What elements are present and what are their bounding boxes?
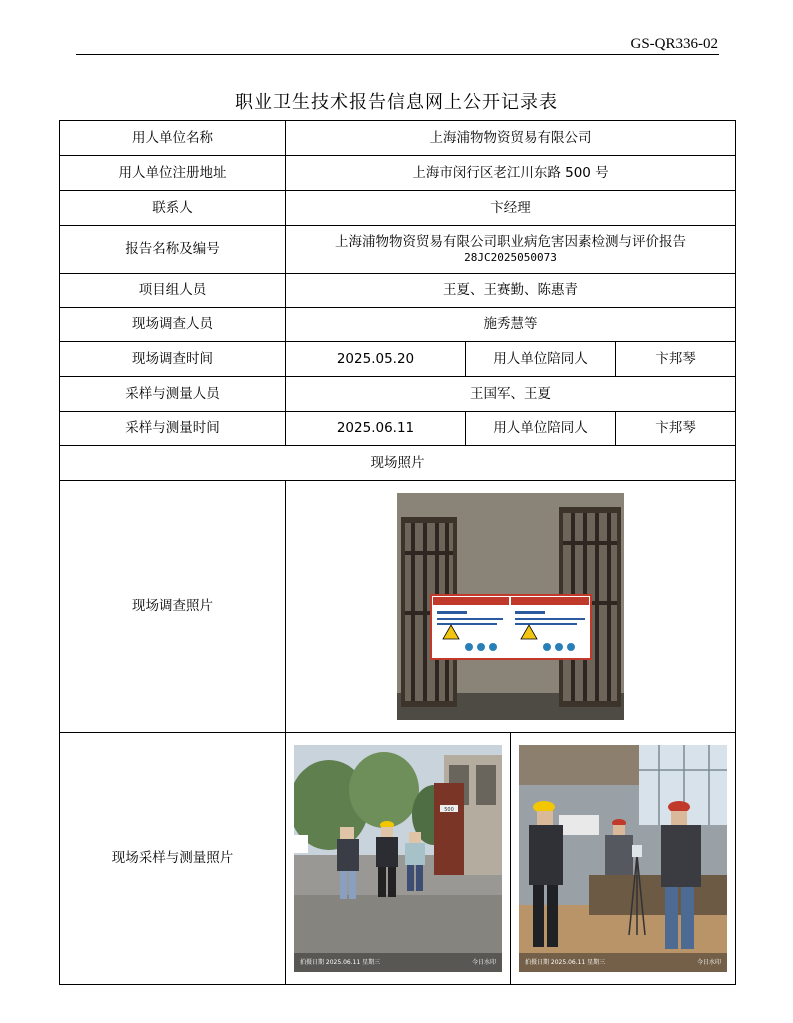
- table-row: [60, 156, 736, 191]
- sampling-staff-value: 王国军、王夏: [286, 377, 736, 412]
- row-label: 采样与测量人员: [60, 377, 286, 412]
- header-rule: [76, 54, 719, 55]
- table-row: [60, 191, 736, 226]
- companion-value: 卞邦琴: [616, 342, 736, 377]
- row-label: 现场调查照片: [60, 481, 286, 733]
- photo-date-caption: 拍摄日期 2025.06.11 星期三: [300, 958, 381, 966]
- document-number: GS-QR336-02: [630, 36, 718, 52]
- gate-number-sign: 500: [444, 807, 454, 813]
- team-value: 王夏、王赛勤、陈惠青: [286, 274, 736, 308]
- survey-staff-value: 施秀慧等: [286, 308, 736, 342]
- row-label: 现场采样与测量照片: [60, 733, 286, 985]
- table-row: [60, 412, 736, 446]
- contact-value: 卞经理: [286, 191, 736, 226]
- unit-name-value: 上海浦物物资贸易有限公司: [286, 121, 736, 156]
- companion-label: 用人单位陪同人: [466, 412, 616, 446]
- survey-date: 2025.05.20: [286, 342, 466, 377]
- outdoor-sampling-photo: [294, 745, 502, 972]
- left-photo-cell: [286, 733, 511, 984]
- table-row: [60, 226, 736, 274]
- row-label: 现场调查时间: [60, 342, 286, 377]
- table-row: [60, 377, 736, 412]
- row-label: 采样与测量时间: [60, 412, 286, 446]
- sampling-photos-cell: [286, 733, 736, 985]
- sampling-date: 2025.06.11: [286, 412, 466, 446]
- watermark-stamp: 今日水印: [471, 958, 496, 966]
- table-row: [60, 481, 736, 733]
- record-table: [59, 120, 736, 985]
- watermark-stamp: 今日水印: [696, 958, 721, 966]
- row-label: 用人单位名称: [60, 121, 286, 156]
- table-row: [60, 733, 736, 985]
- row-label: 项目组人员: [60, 274, 286, 308]
- outdoor-group-image: [294, 745, 502, 972]
- table-row: [60, 446, 736, 481]
- survey-photo-cell: [286, 481, 736, 733]
- report-name: 上海浦物物资贸易有限公司职业病危害因素检测与评价报告: [335, 233, 686, 250]
- page-title: 职业卫生技术报告信息网上公开记录表: [235, 92, 558, 113]
- photo-date-caption: 拍摄日期 2025.06.11 星期三: [525, 958, 606, 966]
- report-cell: [286, 226, 736, 274]
- companion-value: 卞邦琴: [616, 412, 736, 446]
- right-photo-cell: [511, 733, 735, 984]
- companion-label: 用人单位陪同人: [466, 342, 616, 377]
- row-label: 联系人: [60, 191, 286, 226]
- wall-notice-board-image: [397, 493, 624, 720]
- row-label: 用人单位注册地址: [60, 156, 286, 191]
- table-row: [60, 308, 736, 342]
- survey-photo: [397, 493, 624, 720]
- row-label: 现场调查人员: [60, 308, 286, 342]
- table-row: [60, 121, 736, 156]
- unit-address-value: 上海市闵行区老江川东路 500 号: [286, 156, 736, 191]
- sampling-photos: [286, 733, 735, 984]
- report-code: 28JC2025050073: [464, 251, 557, 265]
- row-label: 报告名称及编号: [60, 226, 286, 274]
- photos-header: 现场照片: [60, 446, 736, 481]
- table-row: [60, 342, 736, 377]
- table-row: [60, 274, 736, 308]
- indoor-sampling-photo: [519, 745, 727, 972]
- workshop-measurement-image: [519, 745, 727, 972]
